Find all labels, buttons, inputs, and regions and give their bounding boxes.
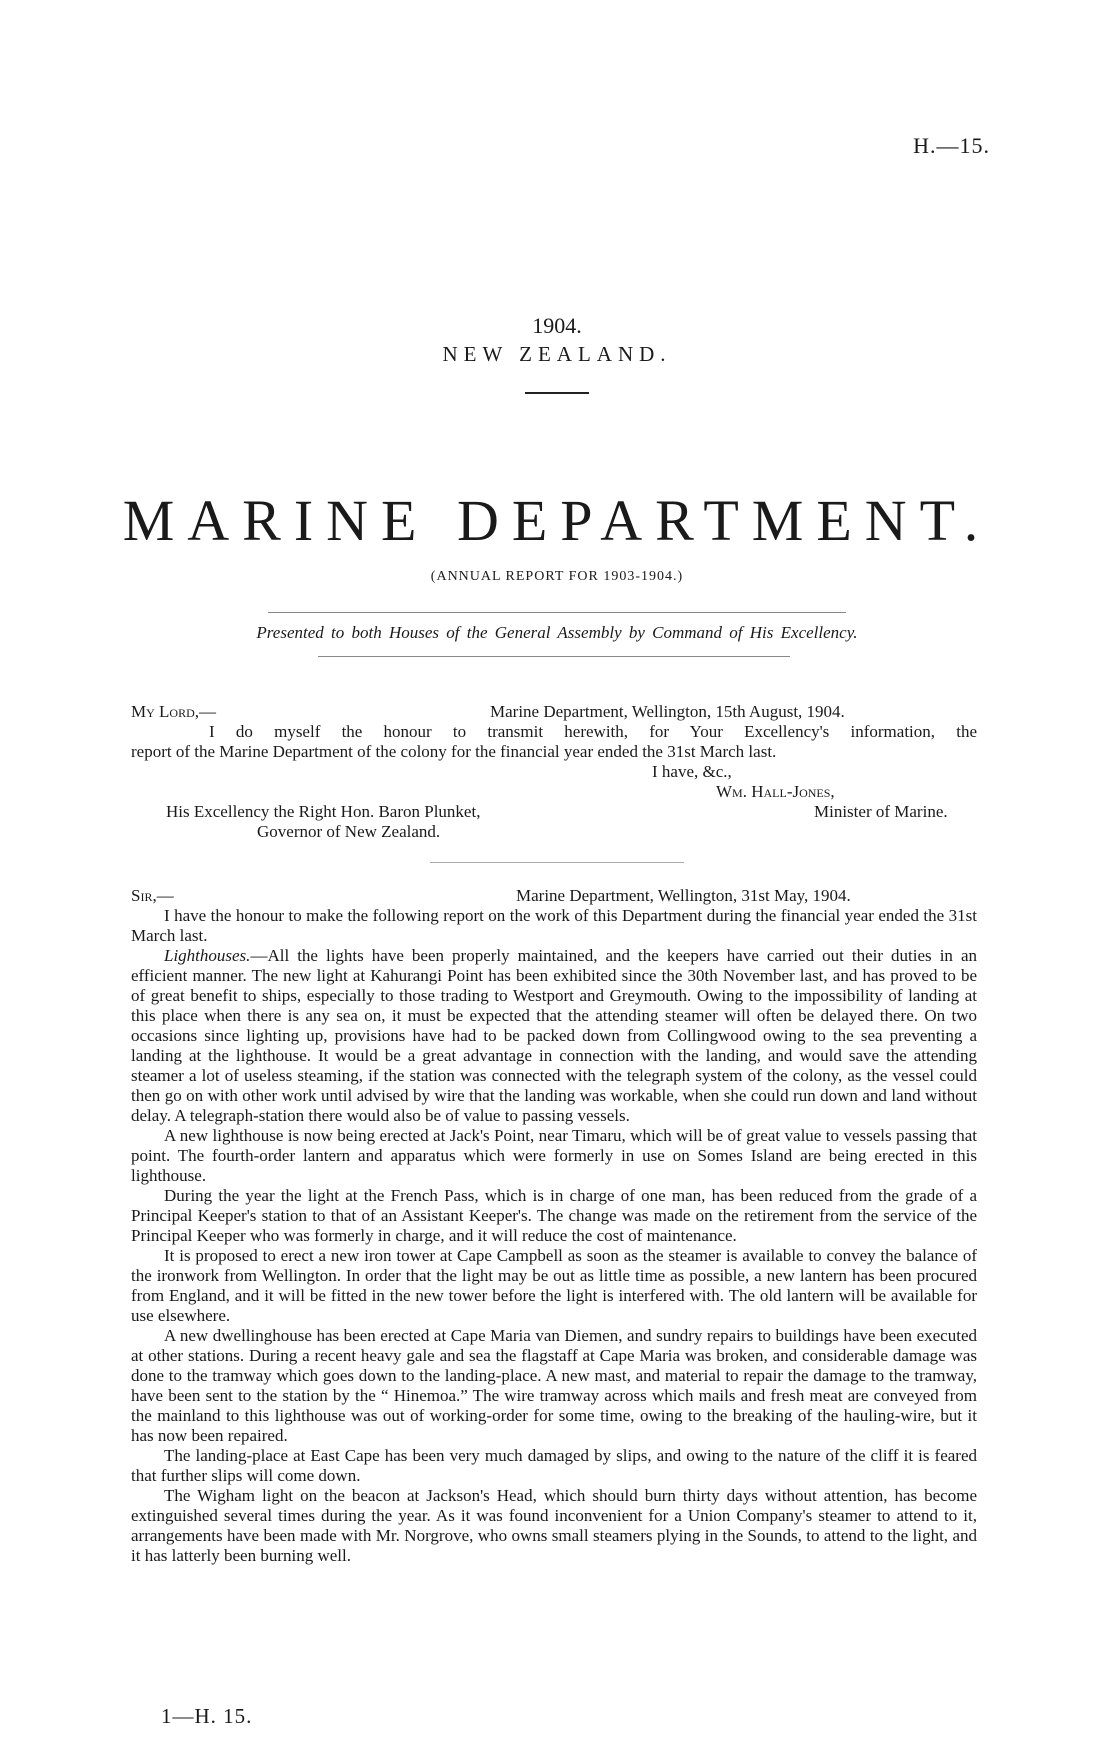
paragraph-lighthouses <box>131 946 977 1126</box>
letter1-salutation: My Lord,— <box>131 702 217 721</box>
presented-statement: Presented to both Houses of the General Assembly by Command of His Excellency. <box>256 623 858 642</box>
page-title: MARINE DEPARTMENT. <box>122 488 992 553</box>
letter1-addressee-line1: His Excellency the Right Hon. Baron Plunket, <box>166 802 481 821</box>
letter2-body <box>131 906 977 1566</box>
lighthouses-heading: Lighthouses. <box>164 946 251 965</box>
letter-separator <box>430 862 684 863</box>
paragraph-east-cape: The landing-place at East Cape has been very much damaged by slips, and owing to the nature of the cliff it is feared that further slips will come down. <box>131 1446 977 1485</box>
report-year: 1904. <box>532 313 582 338</box>
letter2-salutation: Sir,— <box>131 886 174 905</box>
paragraph-french-pass: During the year the light at the French Pass, which is in charge of one man, has been reduced from the grade of a Principal Keeper's station to that of an Assistant Keeper's. The change was made on the retirement from the service of the Principal Keeper who was formerly in charge, and it will reduce the cost of maintenance. <box>131 1186 977 1245</box>
paragraph-cape-maria: A new dwellinghouse has been erected at Cape Maria van Diemen, and sundry repairs to buildings have been executed at other stations. During a recent heavy gale and sea the flagstaff at Cape Maria was broken, and considerable damage was done to the tramway which goes down to the landing-place. A new mast, and material to repair the damage to the tramway, have been sent to the station by the “ Hinemoa.” The wire tramway across which mails and fresh meat are conveyed from the mainland to this lighthouse was out of working-order for some time, owing to the breaking of the hauling-wire, but it has now been repaired. <box>131 1326 977 1445</box>
paragraph-cape-campbell: It is proposed to erect a new iron tower at Cape Campbell as soon as the steamer is available to convey the balance of the ironwork from Wellington. In order that the light may be out as little time as possible, a new lantern has been procured from England, and it will be fitted in the new tower before the light is interfered with. The old lantern will be available for use elsewhere. <box>131 1246 977 1325</box>
heading-divider <box>525 392 589 394</box>
letter1-signature: Wm. Hall-Jones, <box>716 782 835 801</box>
country-heading: NEW ZEALAND. <box>442 342 672 366</box>
document-reference: H.—15. <box>913 133 990 158</box>
paragraph-jacks-point: A new lighthouse is now being erected at Jack's Point, near Timaru, which will be of great value to vessels passing that point. The fourth-order lantern and apparatus which were formerly in use on Somes Island are being erected in this lighthouse. <box>131 1126 977 1185</box>
paragraph-jacksons-head: The Wigham light on the beacon at Jackson's Head, which should burn thirty days without attention, has become extinguished several times during the year. As it was found inconvenient for a Union Company's steamer to attend to it, arrangements have been made with Mr. Norgrove, who owns small steamers plying in the Sounds, to attend to the light, and it has latterly been burning well. <box>131 1486 977 1565</box>
letter2-place-date: Marine Department, Wellington, 31st May, 1904. <box>516 886 851 905</box>
letter1-body-line1: I do myself the honour to transmit herewith, for Your Excellency's information, the <box>209 722 977 741</box>
presented-rule-top <box>268 612 846 613</box>
letter1-closing: I have, &c., <box>652 762 732 781</box>
footer-reference: 1—H. 15. <box>161 1704 253 1728</box>
letter2-intro: I have the honour to make the following report on the work of this Department during the financial year ended the 31st March last. <box>131 906 977 945</box>
presented-rule-bottom <box>318 656 790 657</box>
letter1-body-line2: report of the Marine Department of the colony for the financial year ended the 31st March last. <box>131 742 777 761</box>
letter1-signature-title: Minister of Marine. <box>814 802 948 821</box>
paragraph-text: —All the lights have been properly maintained, and the keepers have carried out their duties in an efficient manner. The new light at Kahurangi Point has been exhibited since the 30th November last, and has proved to be of great benefit to ships, especially to those trading to Westport and Greymouth. Owing to the impossibility of landing at this place when there is any sea on, it must be expected that the attending steamer will often be delayed there. On two occasions since lighting up, provisions have had to be packed down from Collingwood owing to the sea preventing a landing at the lighthouse. It would be a great advantage in connection with the landing, and would save the attending steamer a lot of useless steaming, if the station was connected with the telegraph system of the colony, as the vessel could then go on with other work until advised by wire that the landing was workable, when she could run down and land without delay. A telegraph-station there would also be of value to passing vessels. <box>131 946 977 1125</box>
report-subtitle: (ANNUAL REPORT FOR 1903-1904.) <box>430 569 684 584</box>
letter1-place-date: Marine Department, Wellington, 15th August, 1904. <box>490 702 845 721</box>
letter1-addressee-line2: Governor of New Zealand. <box>257 822 441 841</box>
